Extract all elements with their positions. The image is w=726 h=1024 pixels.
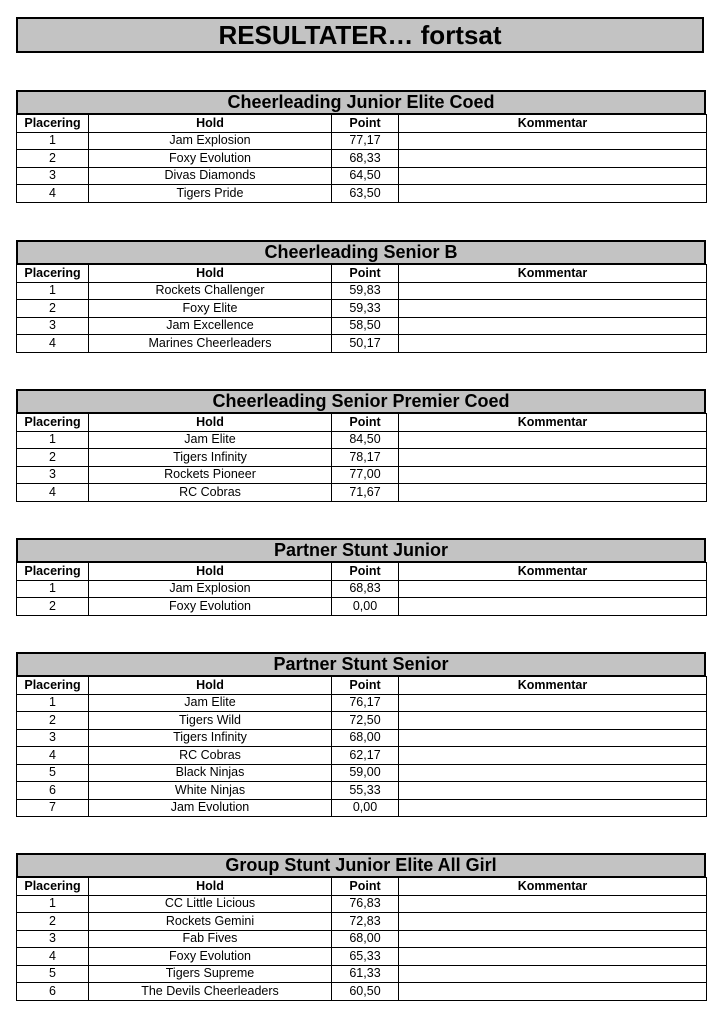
placement-cell: 3 bbox=[17, 317, 89, 335]
points-cell: 72,50 bbox=[332, 712, 399, 730]
points-cell: 62,17 bbox=[332, 747, 399, 765]
table-row bbox=[17, 712, 707, 730]
table-row bbox=[17, 449, 707, 467]
column-header: Hold bbox=[89, 677, 332, 695]
table-row bbox=[17, 729, 707, 747]
placement-cell: 5 bbox=[17, 764, 89, 782]
team-cell: Jam Elite bbox=[89, 694, 332, 712]
team-cell: White Ninjas bbox=[89, 782, 332, 800]
table-header-row bbox=[17, 115, 707, 133]
placement-cell: 2 bbox=[17, 712, 89, 730]
comment-cell bbox=[399, 799, 707, 817]
results-section bbox=[16, 652, 706, 817]
comment-cell bbox=[399, 466, 707, 484]
column-header: Kommentar bbox=[399, 563, 707, 581]
comment-cell bbox=[399, 764, 707, 782]
team-cell: CC Little Licious bbox=[89, 895, 332, 913]
points-cell: 63,50 bbox=[332, 185, 399, 203]
points-cell: 58,50 bbox=[332, 317, 399, 335]
column-header: Point bbox=[332, 677, 399, 695]
points-cell: 0,00 bbox=[332, 799, 399, 817]
results-table bbox=[16, 114, 707, 203]
column-header: Point bbox=[332, 414, 399, 432]
comment-cell bbox=[399, 913, 707, 931]
points-cell: 59,00 bbox=[332, 764, 399, 782]
team-cell: Fab Fives bbox=[89, 930, 332, 948]
placement-cell: 4 bbox=[17, 747, 89, 765]
comment-cell bbox=[399, 948, 707, 966]
points-cell: 71,67 bbox=[332, 484, 399, 502]
results-section bbox=[16, 389, 706, 502]
team-cell: Marines Cheerleaders bbox=[89, 335, 332, 353]
table-row bbox=[17, 598, 707, 616]
team-cell: Tigers Supreme bbox=[89, 965, 332, 983]
team-cell: Rockets Challenger bbox=[89, 282, 332, 300]
table-row bbox=[17, 799, 707, 817]
table-row bbox=[17, 167, 707, 185]
table-row bbox=[17, 930, 707, 948]
column-header: Kommentar bbox=[399, 115, 707, 133]
table-row bbox=[17, 431, 707, 449]
comment-cell bbox=[399, 431, 707, 449]
table-row bbox=[17, 948, 707, 966]
points-cell: 84,50 bbox=[332, 431, 399, 449]
team-cell: Rockets Pioneer bbox=[89, 466, 332, 484]
team-cell: Jam Explosion bbox=[89, 580, 332, 598]
team-cell: Jam Explosion bbox=[89, 132, 332, 150]
results-table bbox=[16, 413, 707, 502]
team-cell: Jam Elite bbox=[89, 431, 332, 449]
team-cell: The Devils Cheerleaders bbox=[89, 983, 332, 1001]
placement-cell: 3 bbox=[17, 729, 89, 747]
team-cell: Jam Evolution bbox=[89, 799, 332, 817]
placement-cell: 4 bbox=[17, 948, 89, 966]
placement-cell: 6 bbox=[17, 782, 89, 800]
table-row bbox=[17, 150, 707, 168]
team-cell: RC Cobras bbox=[89, 484, 332, 502]
placement-cell: 5 bbox=[17, 965, 89, 983]
section-title: Cheerleading Senior B bbox=[16, 240, 706, 264]
placement-cell: 1 bbox=[17, 132, 89, 150]
column-header: Point bbox=[332, 878, 399, 896]
section-title: Cheerleading Junior Elite Coed bbox=[16, 90, 706, 114]
column-header: Hold bbox=[89, 414, 332, 432]
team-cell: Tigers Pride bbox=[89, 185, 332, 203]
table-row bbox=[17, 484, 707, 502]
points-cell: 68,00 bbox=[332, 930, 399, 948]
team-cell: RC Cobras bbox=[89, 747, 332, 765]
column-header: Point bbox=[332, 115, 399, 133]
table-header-row bbox=[17, 265, 707, 283]
results-table bbox=[16, 676, 707, 817]
table-row bbox=[17, 335, 707, 353]
team-cell: Tigers Infinity bbox=[89, 449, 332, 467]
comment-cell bbox=[399, 694, 707, 712]
table-row bbox=[17, 694, 707, 712]
comment-cell bbox=[399, 729, 707, 747]
placement-cell: 3 bbox=[17, 167, 89, 185]
points-cell: 59,33 bbox=[332, 300, 399, 318]
results-table bbox=[16, 877, 707, 1001]
placement-cell: 3 bbox=[17, 466, 89, 484]
placement-cell: 6 bbox=[17, 983, 89, 1001]
comment-cell bbox=[399, 185, 707, 203]
table-header-row bbox=[17, 878, 707, 896]
placement-cell: 4 bbox=[17, 484, 89, 502]
page-title: RESULTATER… fortsat bbox=[16, 17, 704, 53]
table-row bbox=[17, 300, 707, 318]
points-cell: 55,33 bbox=[332, 782, 399, 800]
placement-cell: 1 bbox=[17, 431, 89, 449]
table-header-row bbox=[17, 414, 707, 432]
section-title: Partner Stunt Senior bbox=[16, 652, 706, 676]
table-row bbox=[17, 913, 707, 931]
placement-cell: 1 bbox=[17, 580, 89, 598]
results-section bbox=[16, 90, 706, 203]
points-cell: 65,33 bbox=[332, 948, 399, 966]
comment-cell bbox=[399, 895, 707, 913]
column-header: Kommentar bbox=[399, 878, 707, 896]
points-cell: 64,50 bbox=[332, 167, 399, 185]
placement-cell: 1 bbox=[17, 694, 89, 712]
points-cell: 77,17 bbox=[332, 132, 399, 150]
column-header: Hold bbox=[89, 878, 332, 896]
comment-cell bbox=[399, 983, 707, 1001]
section-title: Group Stunt Junior Elite All Girl bbox=[16, 853, 706, 877]
table-row bbox=[17, 965, 707, 983]
team-cell: Tigers Wild bbox=[89, 712, 332, 730]
points-cell: 60,50 bbox=[332, 983, 399, 1001]
column-header: Kommentar bbox=[399, 414, 707, 432]
table-header-row bbox=[17, 563, 707, 581]
team-cell: Foxy Evolution bbox=[89, 150, 332, 168]
team-cell: Rockets Gemini bbox=[89, 913, 332, 931]
comment-cell bbox=[399, 167, 707, 185]
comment-cell bbox=[399, 282, 707, 300]
comment-cell bbox=[399, 150, 707, 168]
placement-cell: 2 bbox=[17, 913, 89, 931]
placement-cell: 7 bbox=[17, 799, 89, 817]
table-row bbox=[17, 466, 707, 484]
points-cell: 50,17 bbox=[332, 335, 399, 353]
results-section bbox=[16, 853, 706, 1001]
points-cell: 68,33 bbox=[332, 150, 399, 168]
results-section bbox=[16, 240, 706, 353]
comment-cell bbox=[399, 317, 707, 335]
column-header: Placering bbox=[17, 115, 89, 133]
results-section bbox=[16, 538, 706, 616]
table-row bbox=[17, 132, 707, 150]
comment-cell bbox=[399, 484, 707, 502]
table-row bbox=[17, 895, 707, 913]
points-cell: 68,00 bbox=[332, 729, 399, 747]
comment-cell bbox=[399, 580, 707, 598]
team-cell: Tigers Infinity bbox=[89, 729, 332, 747]
comment-cell bbox=[399, 132, 707, 150]
column-header: Hold bbox=[89, 563, 332, 581]
section-title: Partner Stunt Junior bbox=[16, 538, 706, 562]
placement-cell: 2 bbox=[17, 449, 89, 467]
column-header: Placering bbox=[17, 563, 89, 581]
comment-cell bbox=[399, 598, 707, 616]
column-header: Placering bbox=[17, 677, 89, 695]
comment-cell bbox=[399, 335, 707, 353]
column-header: Point bbox=[332, 265, 399, 283]
team-cell: Jam Excellence bbox=[89, 317, 332, 335]
team-cell: Foxy Evolution bbox=[89, 948, 332, 966]
points-cell: 68,83 bbox=[332, 580, 399, 598]
results-table bbox=[16, 562, 707, 616]
table-row bbox=[17, 764, 707, 782]
comment-cell bbox=[399, 965, 707, 983]
column-header: Hold bbox=[89, 265, 332, 283]
placement-cell: 1 bbox=[17, 282, 89, 300]
points-cell: 72,83 bbox=[332, 913, 399, 931]
comment-cell bbox=[399, 747, 707, 765]
results-table bbox=[16, 264, 707, 353]
column-header: Hold bbox=[89, 115, 332, 133]
column-header: Placering bbox=[17, 265, 89, 283]
table-row bbox=[17, 580, 707, 598]
column-header: Kommentar bbox=[399, 265, 707, 283]
placement-cell: 2 bbox=[17, 598, 89, 616]
placement-cell: 3 bbox=[17, 930, 89, 948]
table-row bbox=[17, 983, 707, 1001]
table-row bbox=[17, 317, 707, 335]
points-cell: 76,83 bbox=[332, 895, 399, 913]
placement-cell: 2 bbox=[17, 300, 89, 318]
comment-cell bbox=[399, 300, 707, 318]
points-cell: 76,17 bbox=[332, 694, 399, 712]
points-cell: 78,17 bbox=[332, 449, 399, 467]
comment-cell bbox=[399, 782, 707, 800]
column-header: Kommentar bbox=[399, 677, 707, 695]
section-title: Cheerleading Senior Premier Coed bbox=[16, 389, 706, 413]
team-cell: Black Ninjas bbox=[89, 764, 332, 782]
table-row bbox=[17, 782, 707, 800]
comment-cell bbox=[399, 712, 707, 730]
placement-cell: 4 bbox=[17, 335, 89, 353]
points-cell: 77,00 bbox=[332, 466, 399, 484]
table-row bbox=[17, 185, 707, 203]
comment-cell bbox=[399, 449, 707, 467]
column-header: Point bbox=[332, 563, 399, 581]
column-header: Placering bbox=[17, 414, 89, 432]
points-cell: 0,00 bbox=[332, 598, 399, 616]
table-row bbox=[17, 747, 707, 765]
table-header-row bbox=[17, 677, 707, 695]
placement-cell: 1 bbox=[17, 895, 89, 913]
comment-cell bbox=[399, 930, 707, 948]
team-cell: Foxy Elite bbox=[89, 300, 332, 318]
placement-cell: 2 bbox=[17, 150, 89, 168]
team-cell: Divas Diamonds bbox=[89, 167, 332, 185]
placement-cell: 4 bbox=[17, 185, 89, 203]
points-cell: 61,33 bbox=[332, 965, 399, 983]
team-cell: Foxy Evolution bbox=[89, 598, 332, 616]
column-header: Placering bbox=[17, 878, 89, 896]
points-cell: 59,83 bbox=[332, 282, 399, 300]
table-row bbox=[17, 282, 707, 300]
